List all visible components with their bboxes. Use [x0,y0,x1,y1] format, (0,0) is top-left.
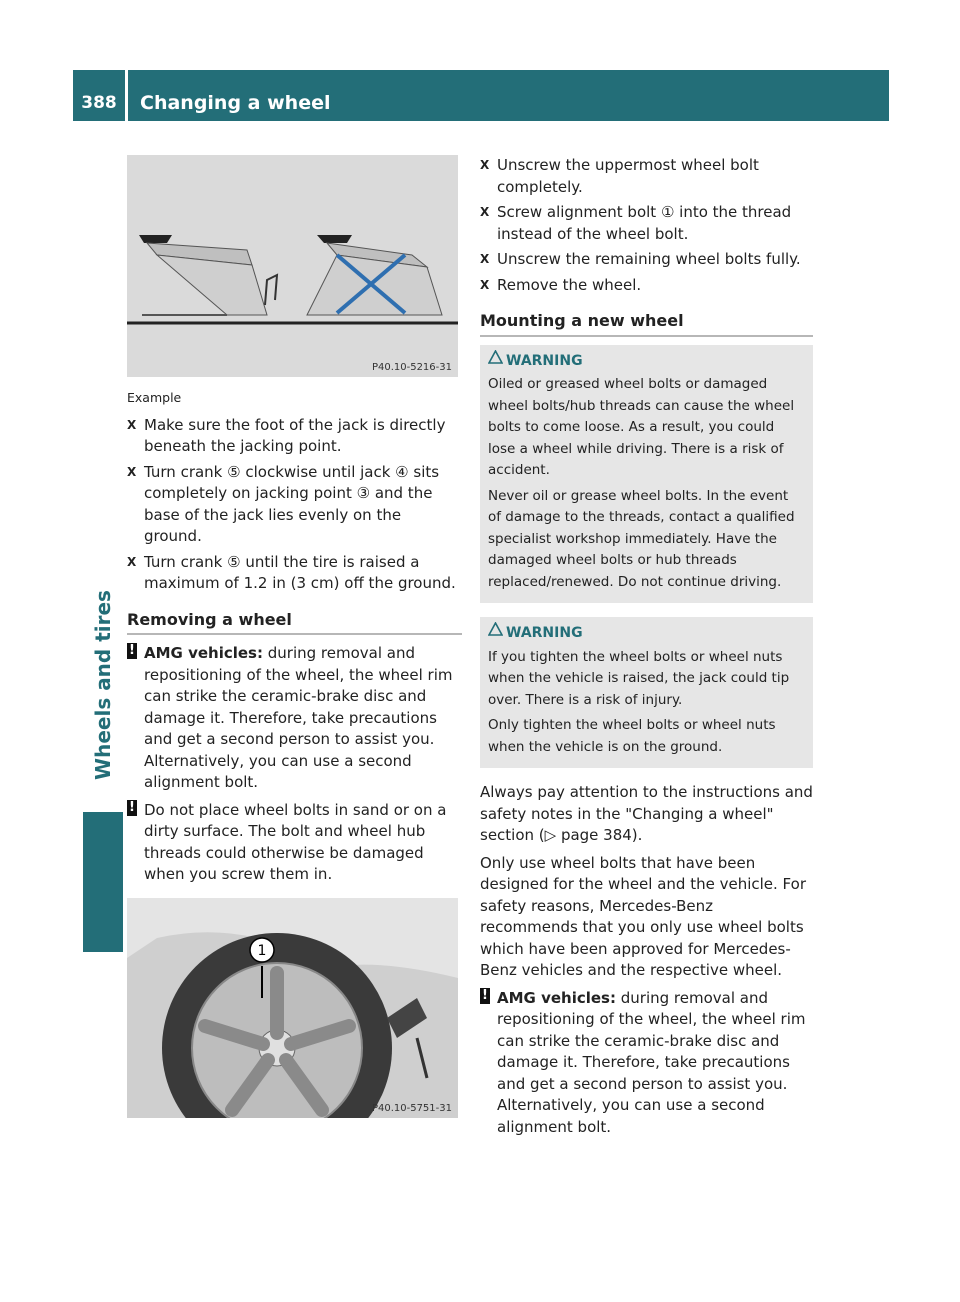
warning-title [506,623,805,645]
right-column [480,155,813,1144]
section-heading: Mounting a new wheel [480,310,813,337]
arrow-icon: X [127,554,137,569]
exclamation-icon: ! [127,800,137,816]
body-paragraph: Only use wheel bolts that have been designed for the wheel and the vehicle. For safety reasons, Mercedes-Benz recommends that you only use wheel bolts which have been approved for Mercedes-Benz vehicles and the respective wheel. [480,853,806,979]
warning-box [480,617,813,768]
note-text: Do not place wheel bolts in sand or on a dirty surface. The bolt and wheel hub threads could otherwise be damaged when you screw them in. [144,800,447,883]
step-text: Remove the wheel. [497,275,642,294]
body-paragraph: Always pay attention to the instructions and safety notes in the "Changing a wheel" section (▷ page 384). [480,783,813,844]
note-text: during removal and repositioning of the wheel, the wheel rim can strike the ceramic-brake disc and damage it. Therefore, take precautions and get a second person to assist you. Alternatively, you can use a second alignment bolt. [144,644,453,791]
callout-number: 1 [257,943,267,959]
jack-figure [127,155,458,377]
step-item [480,202,813,245]
warning-text: Never oil or grease wheel bolts. In the event of damage to the threads, contact a qualified specialist workshop immediately. Have the damaged wheel bolts or hub threads replaced/renewed. Do not continue driving. [488,487,795,590]
warning-box [480,345,813,604]
step-text: Make sure the foot of the jack is directly beneath the jacking point. [144,415,446,455]
jack-illustration [127,155,458,377]
page-number: 388 [81,92,117,113]
warning-text: Only tighten the wheel bolts or wheel nuts when the vehicle is on the ground. [488,717,776,755]
page-title: Changing a wheel [140,91,331,114]
note-bold: AMG vehicles: [144,644,263,662]
wheel-figure [127,898,458,1118]
step-item [480,275,813,297]
step-text: Screw alignment bolt ① into the thread instead of the wheel bolt. [497,203,792,243]
note-item [127,800,462,886]
step-item [127,415,462,458]
left-column [127,387,462,892]
wheel-illustration [127,898,458,1118]
warning-text: Oiled or greased wheel bolts or damaged wheel bolts/hub threads can cause the wheel bolts to come loose. As a result, you could lose a wheel while driving. There is a risk of accident. [488,376,795,478]
note-bold: AMG vehicles: [497,988,616,1007]
step-text: Unscrew the remaining wheel bolts fully. [497,250,801,268]
arrow-icon: X [480,205,490,219]
step-text: Turn crank ⑤ until the tire is raised a maximum of 1.2 in (3 cm) off the ground. [144,552,456,592]
step-text: Unscrew the uppermost wheel bolt completely. [497,156,759,196]
step-text: Turn crank ⑤ clockwise until jack ④ sits completely on jacking point ③ and the base of the jack lies evenly on the ground. [144,462,440,545]
arrow-icon: X [480,277,490,292]
step-item [127,462,462,548]
warning-triangle-icon [488,622,503,644]
exclamation-icon: ! [127,643,137,659]
figure-code: P40.10-5751-31 [371,1103,452,1114]
warning-triangle-icon [488,350,503,372]
arrow-icon: X [127,464,137,479]
figure-code: P40.10-5216-31 [371,362,452,373]
warning-title-text: WARNING [506,352,583,369]
note-text: during removal and repositioning of the wheel, the wheel rim can strike the ceramic-brake disc and damage it. Therefore, take precautions and get a second person to assist you. Alternatively, you can use a second alignment bolt. [497,988,806,1136]
step-item [480,249,813,271]
warning-title-text: WARNING [506,625,583,641]
step-item [480,155,813,198]
note-item [127,643,462,794]
step-item [127,552,462,595]
section-heading: Removing a wheel [127,609,462,636]
warning-text: If you tighten the wheel bolts or wheel nuts when the vehicle is raised, the jack could tip over. There is a risk of injury. [488,648,790,708]
side-tab-label: Wheels and tires [91,590,115,780]
header-divider [125,70,128,121]
exclamation-icon: ! [480,988,490,1004]
arrow-icon: X [480,158,490,172]
warning-title [506,351,805,373]
arrow-icon: X [127,417,137,432]
arrow-icon: X [480,252,490,266]
note-item [480,988,813,1139]
figure-caption: Example [127,390,182,405]
side-tab-block [83,812,123,952]
